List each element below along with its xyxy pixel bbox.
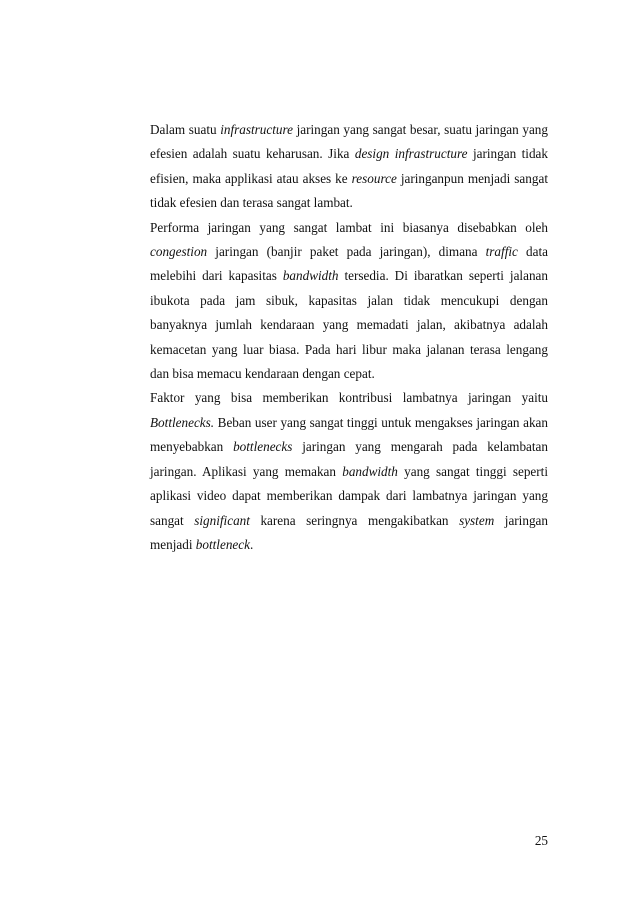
text-segment: jaringan yang sangat besar, suatu jaringan yang efesien adalah suatu keharusan. Jika [150, 122, 548, 162]
text-segment: jaringan menjadi [150, 512, 548, 552]
italic-term: bottleneck [195, 536, 250, 552]
text-segment: karena seringnya mengakibatkan [249, 512, 460, 528]
text-segment: jaringan tidak efisien, maka applikasi atau akses ke [150, 146, 548, 186]
italic-term: design infrastructure [354, 146, 468, 162]
text-segment: jaringanpun menjadi sangat tidak efesien dan terasa sangat lambat. [150, 170, 548, 211]
italic-term: significant [194, 512, 250, 528]
italic-term: bandwidth [342, 463, 398, 479]
italic-term: infrastructure [220, 122, 293, 137]
text-segment: yang sangat tinggi seperti aplikasi video dapat memberikan dampak dari lambatnya jaringan yang sangat [150, 463, 548, 528]
italic-term: bandwidth [282, 268, 339, 284]
text-segment: . [249, 536, 254, 552]
body-text [150, 118, 548, 557]
text-segment: jaringan yang mengarah pada kelambatan jaringan. Aplikasi yang memakan [150, 439, 548, 479]
text-segment: Faktor yang bisa memberikan kontribusi lambatnya jaringan yaitu [150, 390, 548, 406]
paragraph-performance [150, 216, 548, 387]
paragraph-infrastructure [150, 118, 548, 216]
paragraph-bottlenecks [150, 386, 548, 557]
italic-term: resource [351, 170, 397, 186]
italic-term: congestion [150, 244, 208, 260]
italic-term: system [459, 512, 495, 528]
text-segment: Dalam suatu [150, 122, 221, 137]
text-segment: Beban user yang sangat tinggi untuk mengakses jaringan akan menyebabkan [150, 414, 548, 455]
italic-term: Bottlenecks. [150, 414, 215, 430]
text-segment: data melebihi dari kapasitas [150, 244, 548, 284]
text-segment: Performa jaringan yang sangat lambat ini biasanya disebabkan oleh [150, 219, 548, 235]
page-number: 25 [534, 833, 548, 848]
text-segment: jaringan (banjir paket pada jaringan), dimana [207, 244, 486, 260]
italic-term: traffic [485, 244, 518, 260]
text-segment: tersedia. Di ibaratkan seperti jalanan ibukota pada jam sibuk, kapasitas jalan tidak mencukupi dengan banyaknya jumlah kendaraan yang memadati jalan, akibatnya adalah kemacetan yang luar biasa. Pada hari libur maka jalanan terasa lengang dan bisa memacu kendaraan dengan cepat. [150, 268, 548, 382]
italic-term: bottlenecks [233, 439, 293, 455]
